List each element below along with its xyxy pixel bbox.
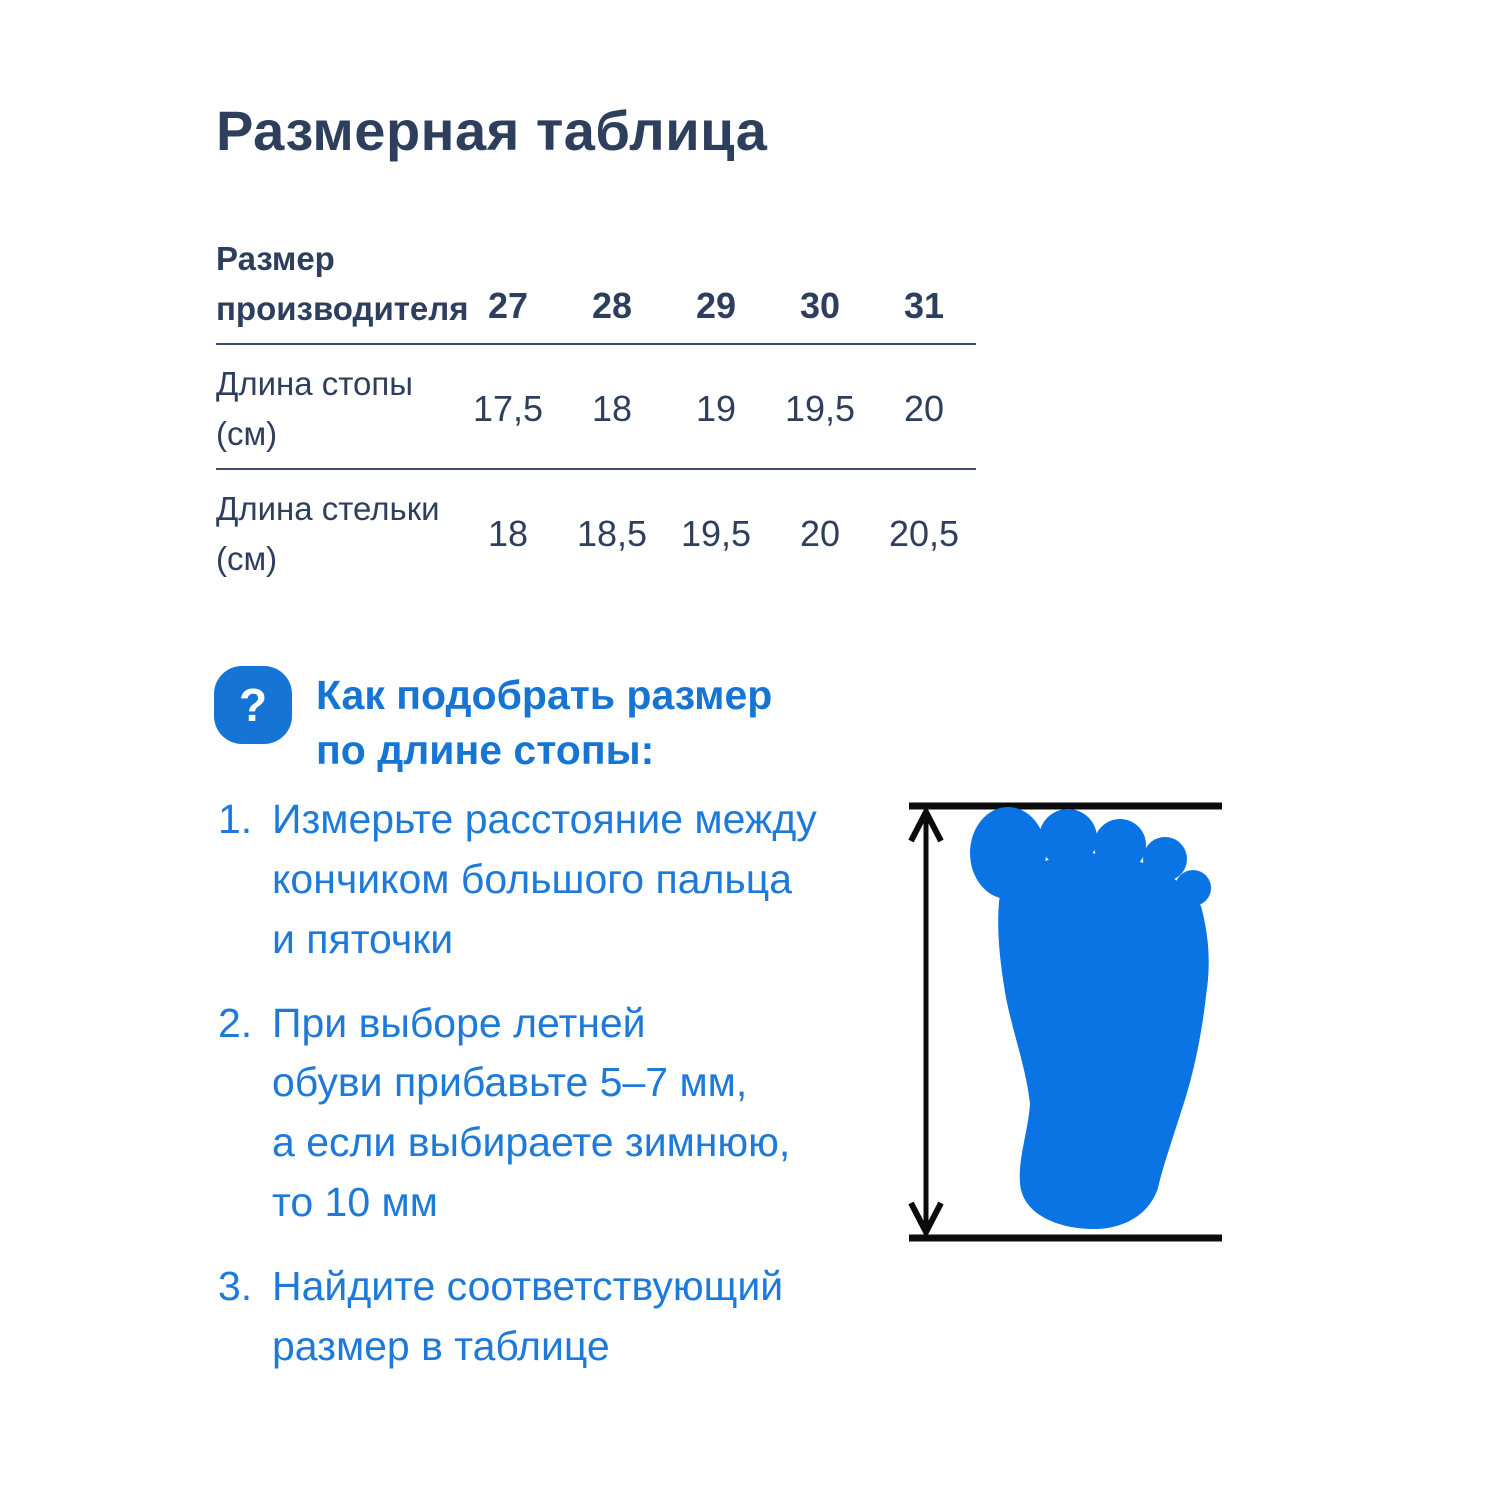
size-header-cell: 27 — [487, 285, 529, 326]
question-mark-icon — [214, 666, 292, 744]
step-number: 3. — [218, 1263, 253, 1310]
step-text: Найдите соответствующий размер в таблице — [272, 1263, 784, 1369]
size-header-cell: 28 — [591, 285, 633, 326]
step-2 — [218, 994, 858, 1233]
step-number: 1. — [218, 796, 253, 842]
step-number: 2. — [218, 999, 253, 1046]
table-cell: 20 — [799, 512, 841, 554]
step-1 — [218, 790, 858, 970]
guide-heading-line: Как подобрать размер — [316, 672, 773, 718]
table-cell: 20 — [903, 387, 945, 429]
step-text: Измерьте расстояние между кончиком большого пальца и пяточки — [272, 796, 817, 962]
size-header-cell: 31 — [903, 285, 945, 326]
question-glyph: ? — [238, 679, 268, 731]
foot-measure-diagram — [905, 796, 1225, 1248]
guide-heading — [316, 666, 772, 777]
table-cell: 20,5 — [888, 512, 960, 554]
table-cell: 19,5 — [784, 387, 856, 429]
size-header-cell: 30 — [799, 285, 841, 326]
guide-steps — [218, 790, 858, 1401]
row-label: Длина стопы (см) — [216, 365, 413, 452]
table-header-label: Размер производителя — [216, 240, 469, 327]
table-cell: 19,5 — [680, 512, 752, 554]
size-table — [216, 234, 976, 593]
guide-heading-line: по длине стопы: — [316, 726, 655, 773]
measure-arrow — [911, 812, 941, 1232]
step-text: При выборе летней обуви прибавьте 5–7 мм, а если выбираете зимнюю, то 10 мм — [272, 999, 791, 1226]
page-title: Размерная таблица — [216, 99, 768, 162]
table-row-foot-length — [216, 345, 976, 470]
foot-diagram-svg — [905, 796, 1225, 1248]
table-cell: 19 — [695, 387, 737, 429]
table-cell: 18,5 — [576, 512, 648, 554]
guide-header — [214, 666, 772, 777]
step-3 — [218, 1257, 858, 1377]
size-header-cell: 29 — [695, 285, 737, 326]
table-row-insole-length — [216, 470, 976, 593]
footprint-icon — [970, 807, 1211, 1229]
table-header-row — [216, 234, 976, 345]
table-cell: 17,5 — [472, 387, 544, 429]
table-cell: 18 — [591, 387, 633, 429]
row-label: Длина стельки (см) — [216, 490, 440, 577]
table-cell: 18 — [487, 512, 529, 554]
